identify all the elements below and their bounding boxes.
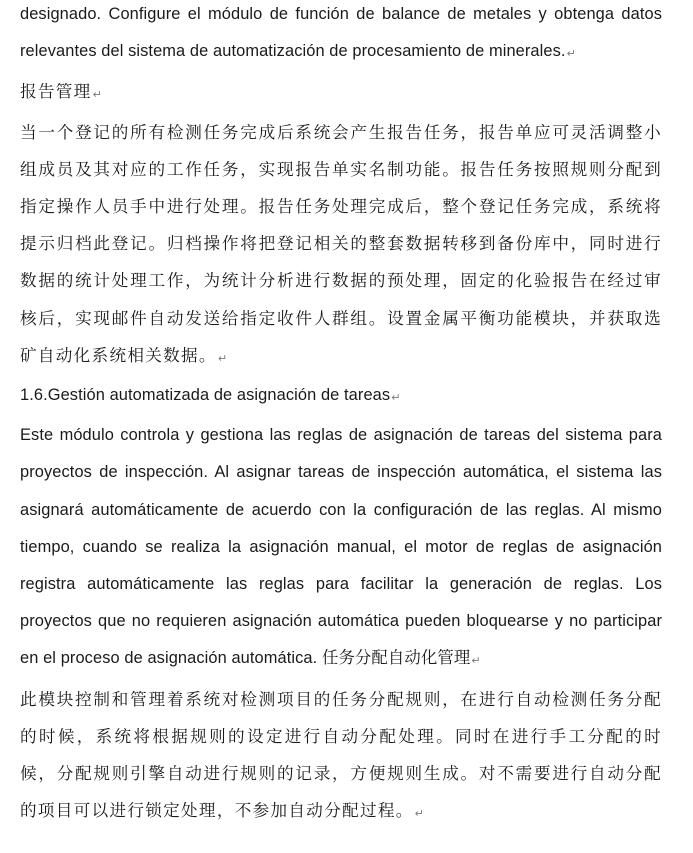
paragraph-mark-icon: ↵ — [471, 655, 481, 668]
paragraph-text: designado. Configure el módulo de función de balance de metales y obtenga datos relevantes del sistema de automatización de procesamiento de minerales. — [20, 5, 662, 61]
paragraph-mark-icon: ↵ — [391, 392, 401, 405]
paragraph-mark-icon: ↵ — [566, 48, 576, 61]
paragraph-mark-icon: ↵ — [92, 88, 104, 102]
paragraph-task-assignment-es — [20, 417, 662, 680]
document-page — [20, 0, 662, 832]
heading-report-management — [20, 73, 662, 113]
paragraph-text: Este módulo controla y gestiona las reglas de asignación de tareas del sistema para proyectos de inspección. Al asignar tareas de inspección automática, el sistema las asignará automáticamente de acuerdo con la configuración de las reglas. Al mismo tiempo, cuando se realiza la asignación manual, el motor de reglas de asignación registra automáticamente las reglas para facilitar la generación de reglas. Los proyectos que no requieren asignación automática pueden bloquearse y no participar en el proceso de asignación automática. 任务分配自动化管理 — [20, 426, 662, 668]
heading-text: 报告管理 — [20, 82, 92, 102]
paragraph-text: 此模块控制和管理着系统对检测项目的任务分配规则，在进行自动检测任务分配的时候，系统将根据规则的设定进行自动分配处理。同时在进行手工分配的时候，分配规则引擎自动进行规则的记录，方便规则生成。对不需要进行自动分配的项目可以进行锁定处理，不参加自动分配过程。 — [20, 689, 662, 821]
paragraph-metal-balance-es — [20, 0, 662, 73]
heading-task-assignment — [20, 377, 662, 417]
heading-text: 1.6.Gestión automatizada de asignación de tareas — [20, 386, 391, 405]
paragraph-mark-icon: ↵ — [414, 807, 426, 821]
paragraph-task-assignment-zh — [20, 681, 662, 833]
paragraph-report-management-zh — [20, 114, 662, 377]
paragraph-mark-icon: ↵ — [217, 351, 229, 365]
paragraph-text: 当一个登记的所有检测任务完成后系统会产生报告任务，报告单应可灵活调整小组成员及其对应的工作任务，实现报告单实名制功能。报告任务按照规则分配到指定操作人员手中进行处理。报告任务处理完成后，整个登记任务完成，系统将提示归档此登记。归档操作将把登记相关的整套数据转移到备份库中，同时进行数据的统计处理工作，为统计分析进行数据的预处理，固定的化验报告在经过审核后，实现邮件自动发送给指定收件人群组。设置金属平衡功能模块，并获取选矿自动化系统相关数据。 — [20, 122, 662, 365]
